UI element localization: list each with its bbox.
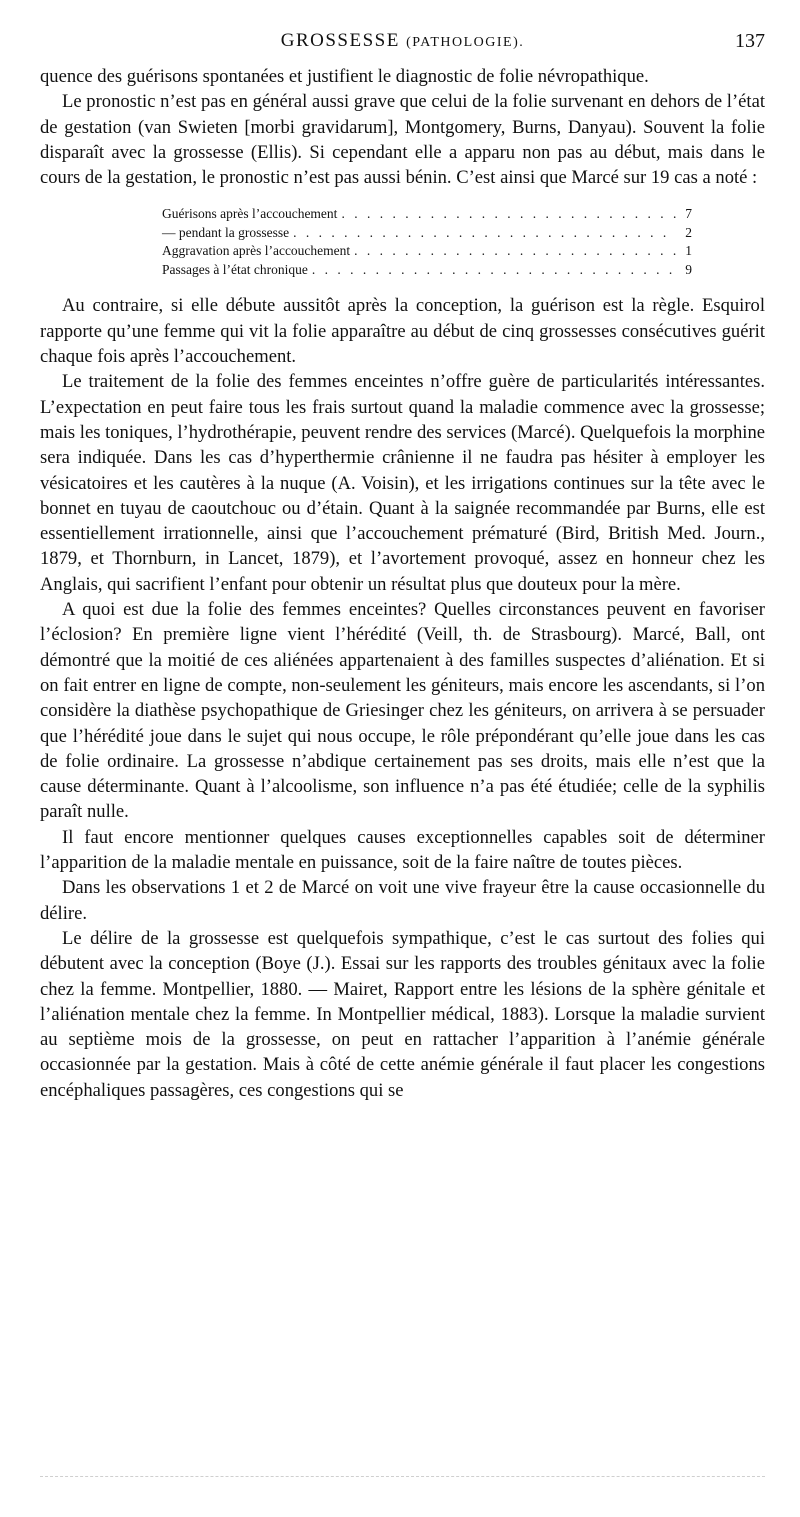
statistics-label: Aggravation après l’accouchement: [162, 243, 351, 259]
body-text: [40, 64, 765, 1103]
statistics-value: 9: [685, 261, 692, 277]
statistics-value: 7: [685, 206, 692, 222]
paragraph: quence des guérisons spontanées et justifient le diagnostic de folie névropathique.: [40, 66, 649, 87]
page-number: 137: [735, 30, 765, 52]
paragraph: Au contraire, si elle débute aussitôt après la conception, la guérison est la règle. Esquirol rapporte qu’une femme qui vit la folie apparaître au début de cinq grossesses consécutives guérit chaque fois après l’accouchement.: [40, 295, 765, 368]
statistics-value: 2: [685, 224, 692, 240]
statistics-row: [162, 242, 692, 261]
running-title-main: GROSSESSE: [280, 30, 400, 51]
dot-leader: [289, 224, 676, 243]
statistics-row: [162, 224, 692, 243]
statistics-row: [162, 261, 692, 280]
statistics-label: — pendant la grossesse: [162, 224, 290, 240]
statistics-row: [162, 205, 692, 224]
paragraph: A quoi est due la folie des femmes enceintes? Quelles circonstances peuvent en favoriser l’éclosion? En première ligne vient l’hérédité (Veill, th. de Strasbourg). Marcé, Ball, ont démontré que la moitié de ces aliénées appartenaient à des familles suspectes d’aliénation. Et si on fait entrer en ligne de compte, non-seulement les géniteurs, mais encore les ascendants, si l’on considère la diathèse psychopathique de Griesinger chez les géniteurs, on arrivera à se persuader que l’hérédité joue dans le sujet qui nous occupe, le rôle prépondérant qu’elle joue dans les cas de folie ordinaire. La grossesse n’abdique certainement pas ses droits, mais elle n’est que la cause déterminante. Quant à l’alcoolisme, son influence n’a pas été étudiée; celle de la syphilis paraît nulle.: [40, 599, 765, 823]
statistics-value: 1: [685, 243, 692, 259]
dot-leader: [337, 205, 676, 224]
paragraph: Le traitement de la folie des femmes enceintes n’offre guère de particularités intéressantes. L’expectation en peut faire tous les frais surtout quand la maladie commence avec la grossesse; mais les toniques, l’hydrothérapie, peuvent rendre des services (Marcé). Quelquefois la morphine sera indiquée. Dans les cas d’hyperthermie crânienne il ne faudra pas hésiter à employer les vésicatoires et les cautères à la nuque (A. Voisin), et les irrigations continues sur la tête avec le bonnet en tuyau de caoutchouc ou d’étain. Quant à la saignée recommandée par Burns, elle est essentiellement irrationnelle, ainsi que l’accouchement prématuré (Bird, British Med. Journ., 1879, et Thornburn, in Lancet, 1879), et l’avortement provoqué, assez en honneur chez les Anglais, qui sacrifient l’enfant pour obtenir un résultat plus que douteux pour la mère.: [40, 371, 765, 595]
paragraph: Le pronostic n’est pas en général aussi grave que celui de la folie survenant en dehors de l’état de gestation (van Swieten [morbi gravidarum], Montgomery, Burns, Danyau). Souvent la folie disparaît avec la grossesse (Ellis). Si cependant elle a apparu non pas au début, mais dans le cours de la gestation, le pronostic n’est pas aussi bénin. C’est ainsi que Marcé sur 19 cas a noté :: [40, 91, 765, 189]
running-header: [40, 30, 765, 56]
statistics-table: [162, 205, 692, 279]
paragraph: Le délire de la grossesse est quelquefois sympathique, c’est le cas surtout des folies qui débutent avec la conception (Boye (J.). Essai sur les rapports des troubles génitaux avec la folie chez la femme. Montpellier, 1880. — Mairet, Rapport entre les lésions de la sphère génitale et l’aliénation mentale chez la femme. In Montpellier médical, 1883). Lorsque la maladie survient au septième mois de la grossesse, on peut en rattacher l’apparition à l’anémie générale occasionnée par la gestation. Mais à côté de cette anémie générale il faut placer les congestions encéphaliques passagères, ces congestions qui se: [40, 927, 765, 1101]
running-title-sub: (PATHOLOGIE).: [406, 35, 525, 50]
dot-leader: [308, 261, 676, 280]
paragraph: Dans les observations 1 et 2 de Marcé on voit une vive frayeur être la cause occasionnelle du délire.: [40, 877, 765, 924]
running-title: [40, 30, 765, 52]
scan-footer-marks: [40, 1476, 765, 1481]
statistics-label: Guérisons après l’accouchement: [162, 206, 338, 222]
paragraph: Il faut encore mentionner quelques causes exceptionnelles capables soit de déterminer l’apparition de la maladie mentale en puissance, soit de la faire naître de toutes pièces.: [40, 826, 765, 874]
dot-leader: [350, 242, 676, 261]
statistics-label: Passages à l’état chronique: [162, 261, 308, 277]
